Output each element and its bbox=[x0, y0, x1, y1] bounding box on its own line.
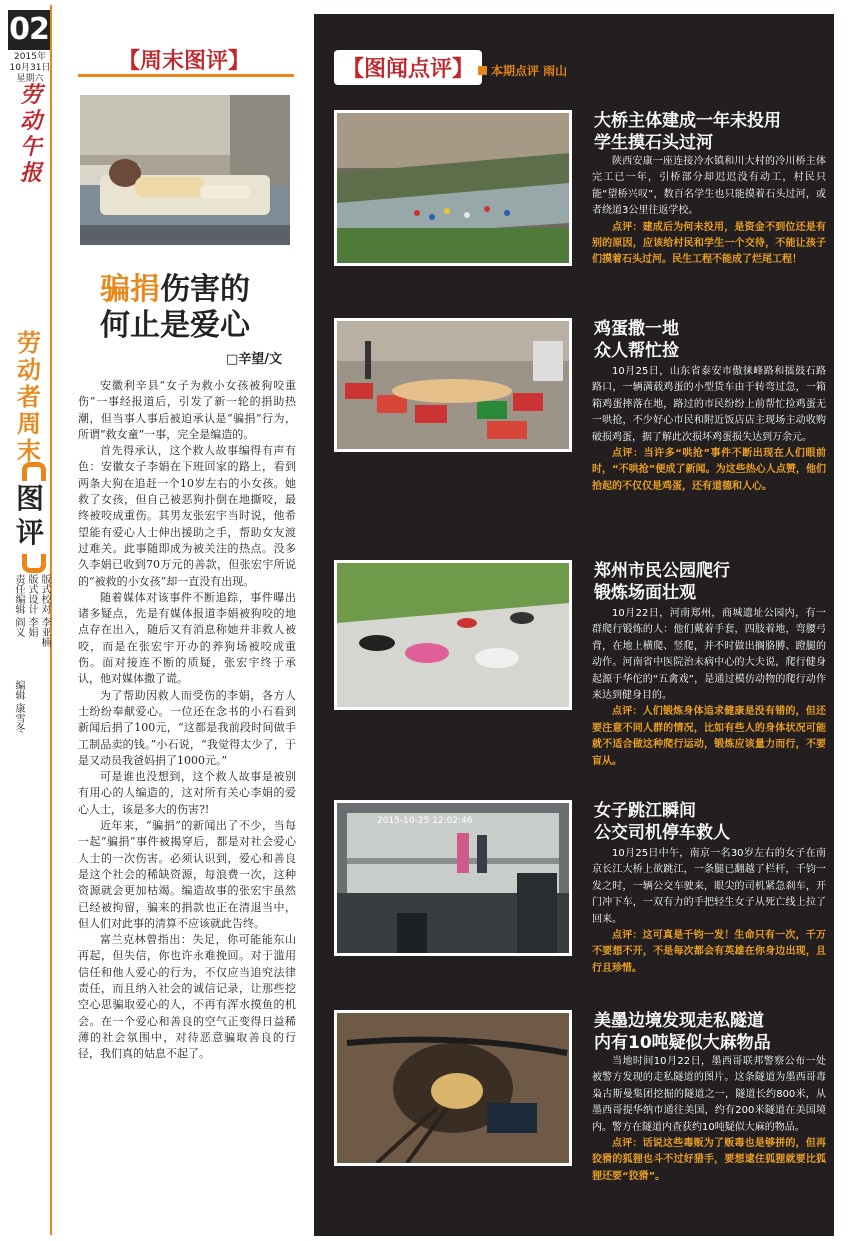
issue-date: 10月31日 bbox=[9, 63, 51, 73]
news-title-1: 大桥主体建成一年未投用 学生摸石头过河 bbox=[594, 111, 781, 153]
section-name: 劳 动 者 周 末 bbox=[17, 329, 41, 465]
margin-divider bbox=[50, 5, 52, 1235]
right-section-label: 【图闻点评】 bbox=[334, 50, 482, 85]
credit-editor-2: 编辑 康雪冬 bbox=[13, 680, 24, 734]
article-paragraph: 可是谁也没想到，这个救人故事是被别有用心的人编造的，这对所有关心李娟的爱心人士，该是多大的伤害?! bbox=[78, 770, 296, 816]
left-byline: □辛望/文 bbox=[226, 352, 283, 367]
news-body-5 bbox=[592, 1054, 826, 1185]
news-body-2 bbox=[592, 364, 826, 495]
article-paragraph: 近年来，“骗捐”的新闻出了不少，当每一起“骗捐”事件被揭穿后，都是对社会爱心人士的一次伤害。必须认识到，爱心和善良是这个社会的稀缺资源，每浪费一次，这种资源就会更加枯竭。编造故事的张宏宇虽然已经被拘留，骗来的捐款也正在清退当中，但人们对此事的清算不应该就此告终。 bbox=[78, 819, 296, 930]
news-text: 10月25日，山东省泰安市傲徕峰路和擂鼓石路路口，一辆满载鸡蛋的小型货车由于转弯过急，一箱箱鸡蛋摔落在地，路过的市民纷纷上前帮忙捡鸡蛋无一哄抢，不少好心市民和附近饭店店主现场主动收购破损鸡蛋，据了解此次损坏鸡蛋损失达到万余元。 bbox=[592, 366, 826, 443]
news-title-5: 美墨边境发现走私隧道 内有10吨疑似大麻物品 bbox=[594, 1011, 771, 1053]
news-title-4: 女子跳江瞬间 公交司机停车救人 bbox=[594, 801, 730, 843]
left-header-rule bbox=[78, 74, 294, 77]
bus-dashcam-photo bbox=[334, 800, 572, 956]
article-paragraph: 随着媒体对该事件不断追踪，事件曝出诸多疑点，先是有媒体报道李娟被狗咬的地点存在出入，随后又有消息称她并非救人被咬，而是在张宏宇开办的养狗场被咬成重伤。面对接连不断的质疑，张宏宇终于承认，他对媒体撒了谎。 bbox=[78, 590, 296, 686]
news-title-3: 郑州市民公园爬行 锻炼场面壮观 bbox=[594, 561, 730, 603]
smuggling-tunnel-photo bbox=[334, 1010, 572, 1166]
news-text: 陕西安康一座连接冷水镇和川大村的冷川桥主体完工已一年，引桥部分却迟迟没有动工，村民只能“望桥兴叹”，数百名学生也只能摸着石头过河，或者绕道3公里往返学校。 bbox=[592, 156, 826, 217]
news-comment: 点评：当许多“哄抢”事件不断出现在人们眼前时，“不哄抢”便成了新闻。为这些热心人点赞，他们拾起的不仅仅是鸡蛋，还有道德和人心。 bbox=[592, 448, 826, 492]
article-paragraph: 安徽利辛县“女子为救小女孩被狗咬重伤”一事经报道后，引发了新一轮的捐助热潮，但当事人事后被迫承认是“骗捐”行为，所谓“救女童”一事，完全是编造的。 bbox=[78, 379, 296, 441]
news-comment: 点评：人们锻炼身体追求健康是没有错的，但还要注意不同人群的情况，比如有些人的身体状况可能就不适合做这种爬行运动，锻炼应该量力而行，不要盲从。 bbox=[592, 706, 826, 767]
news-body-1 bbox=[592, 154, 826, 269]
bracket-bottom-icon bbox=[22, 554, 46, 573]
credit-designer: 版式设计 李娟 bbox=[26, 574, 37, 638]
left-headline: 骗捐伤害的 何止是爱心 bbox=[100, 272, 250, 343]
article-paragraph: 为了帮助因救人而受伤的李娟，各方人士纷纷奉献爱心。一位还在念书的小石看到新闻后捐了100元，“这都是我前段时间做手工制品卖的钱。”小石说，“我觉得太少了，于是又动员我爸妈捐了1000元。” bbox=[78, 688, 296, 767]
article-paragraph: 富兰克林曾指出：失足，你可能能东山再起，但失信，你也许永难挽回。对于滥用信任和他人爱心的行为，不仅应当追究法律责任，而且纳入社会的诚信记录，让那些挖空心思骗取爱心的人，不再有浑水摸鱼的机会。在一个爱心和善良的空气正变得日益稀薄的社会氛围中，对待恶意骗取善良的行径，我们真的姑息不起了。 bbox=[78, 933, 296, 1061]
bracket-top-icon bbox=[22, 462, 46, 481]
news-text: 10月25日中午，南京一名30岁左右的女子在南京长江大桥上欲跳江，一条腿已翻越了栏杆，千钧一发之时，一辆公交车驶来，眼尖的司机紧急刹车，开门冲下车，一双有力的手把轻生女子从死亡线上拉了回来。 bbox=[592, 848, 826, 925]
commentary-editor: 本期点评 雨山 bbox=[478, 62, 567, 79]
news-comment: 点评：建成后为何未投用，是资金不到位还是有别的原因，应该给村民和学生一个交待，不能让孩子们摸着石头过河。民生工程不能成了烂尾工程！ bbox=[592, 221, 826, 266]
square-bullet-icon bbox=[478, 66, 487, 75]
credit-editor: 责任编辑 阎义 bbox=[13, 574, 24, 638]
news-comment: 点评：这可真是千钧一发！生命只有一次，千万不要想不开，不是每次都会有英雄在你身边出现，且行且珍惜。 bbox=[592, 930, 826, 974]
left-section-label: 【周末图评】 bbox=[118, 49, 251, 74]
hospital-photo bbox=[80, 95, 290, 245]
issue-weekday: 星期六 bbox=[16, 74, 44, 84]
credit-proofreader: 版式校对 李亚楠 bbox=[39, 574, 50, 648]
news-text: 10月22日，河南郑州，商城遗址公园内，有一群爬行锻炼的人：他们戴着手套，四肢着地，弯腰弓背，在地上横爬、竖爬，并不时做出搁胳膊、蹬腿的动作。河南省中医院治未病中心的大夫说，爬行健身起源于华佗的“五禽戏”，是通过模仿动物的爬行动作来达到健身目的。 bbox=[592, 608, 826, 702]
newspaper-logo: 劳 动 午 报 bbox=[19, 82, 42, 186]
left-section-header bbox=[78, 42, 294, 76]
news-body-4 bbox=[592, 846, 826, 977]
bridge-river-photo bbox=[334, 110, 572, 266]
issue-year: 2015年 bbox=[14, 52, 46, 62]
left-article-body bbox=[78, 378, 296, 1062]
news-title-2: 鸡蛋撒一地 众人帮忙捡 bbox=[594, 319, 679, 361]
section-subname: 图 评 bbox=[15, 482, 44, 549]
eggs-street-photo bbox=[334, 318, 572, 452]
news-text: 当地时间10月22日，墨西哥联邦警察公布一处被警方发现的走私隧道的图片。这条隧道为墨西哥毒枭古斯曼集团挖掘的隧道之一，隧道长约800米，从墨西哥提华纳市通往美国，约有200米隧道在美国境内。警方在隧道内查获约10吨疑似大麻的物品。 bbox=[592, 1056, 826, 1133]
article-paragraph: 首先得承认，这个救人故事编得有声有色：安徽女子李娟在下班回家的路上，看到两条大狗在追赶一个10岁左右的小女孩。她救了女孩，但自己被恶狗扑倒在地撕咬，最终被咬成重伤。其男友张宏宇当时说，他希望能有爱心人士伸出援助之手，帮助女友渡过难关。此事随即成为被关注的热点。没多久李娟已收到70万元的善款，但张宏宇所说的“被救的小女孩”却一直没有出现。 bbox=[78, 444, 296, 588]
camera-timestamp: 2015-10-25 12:02:46 bbox=[377, 816, 473, 826]
page-number: 02 bbox=[8, 10, 50, 50]
news-body-3 bbox=[592, 606, 826, 770]
news-comment: 点评：话说这些毒贩为了贩毒也是够拼的，但再狡猾的狐狸也斗不过好猎手，要想逮住狐狸就要比狐狸还要“狡猾”。 bbox=[592, 1138, 826, 1182]
park-crawling-photo bbox=[334, 560, 572, 710]
